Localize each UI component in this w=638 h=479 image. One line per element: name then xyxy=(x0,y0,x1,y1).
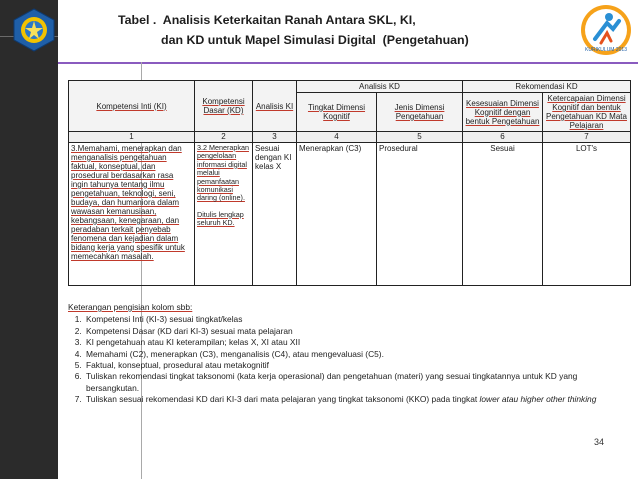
cell-ketercapaian: LOT's xyxy=(543,142,631,285)
header-kd: Kompetensi Dasar (KD) xyxy=(195,81,253,132)
page-number: 34 xyxy=(594,437,605,447)
note-item: 5. Faktual, konseptual, prosedural atau metakognitif xyxy=(84,360,628,371)
cell-kd xyxy=(195,142,253,285)
left-sidebar-bar xyxy=(0,0,58,479)
note-item: 2. Kompetensi Dasar (KD dari KI-3) sesuai mata pelajaran xyxy=(84,326,628,337)
column-number: 6 xyxy=(463,132,543,143)
notes-list xyxy=(68,314,628,405)
header-ki: Kompetensi Inti (KI) xyxy=(69,81,195,132)
note-item: 4. Memahami (C2), menerapkan (C3), menganalisis (C4), atau mengevaluasi (C5). xyxy=(84,349,628,360)
title-line-2: dan KD untuk Mapel Simulasi Digital (Pengetahuan) xyxy=(161,33,469,47)
analysis-table xyxy=(68,80,631,286)
note-item xyxy=(84,394,628,405)
note-item: 6. Tuliskan rekomendasi tingkat taksonomi (kata kerja operasional) dan pengetahuan (materi) yang sesuai tingkatannya untuk KD yang bersangkutan. xyxy=(84,371,628,394)
cell-jenis: Prosedural xyxy=(377,142,463,285)
cell-kd-note: Ditulis lengkap seluruh KD. xyxy=(197,209,244,228)
cell-ki: 3.Memahami, menerapkan dan menganalisis pengetahuan faktual, konseptual, dan prosedural berdasarkan rasa ingin tahunya tentang ilmu pengetahuan, teknologi, seni, budaya, dan humaniora dalam wawasan kemanusiaan, kebangsaan, kenegaraan, dan peradaban terkait penyebab fenomena dan kejadian dalam bidang kerja yang spesifik untuk memecahkan masalah. xyxy=(69,142,195,285)
header-divider xyxy=(58,62,638,64)
header-kesesuaian: Kesesuaian Dimensi Kognitif dengan bentuk Pengetahuan xyxy=(463,93,543,132)
group-header-rekomendasi-kd: Rekomendasi KD xyxy=(463,81,631,93)
note-item-7-text: Tuliskan sesuai rekomendasi KD dari KI-3 dari mata pelajaran yang tingkat taksonomi (KKO) pada tingkat xyxy=(86,394,480,405)
tut-wuri-handayani-logo-icon xyxy=(10,6,58,54)
cell-kesesuaian: Sesuai xyxy=(463,142,543,285)
column-number: 2 xyxy=(195,132,253,143)
slide-title xyxy=(118,10,469,50)
cell-kd-main: 3.2 Menerapkan pengelolaan informasi digital melalui pemanfaatan komunikasi daring (online). xyxy=(197,142,249,203)
title-line-1: Tabel . Analisis Keterkaitan Ranah Antara SKL, KI, xyxy=(118,13,416,27)
column-number: 4 xyxy=(297,132,377,143)
note-item: 3. KI pengetahuan atau KI keterampilan; kelas X, XI atau XII xyxy=(84,337,628,348)
column-number: 5 xyxy=(377,132,463,143)
cell-tingkat: Menerapkan (C3) xyxy=(297,142,377,285)
header-ketercapaian: Ketercapaian Dimensi Kognitif dan bentuk Pengetahuan KD Mata Pelajaran xyxy=(543,93,631,132)
header-jenis-dimensi: Jenis Dimensi Pengetahuan xyxy=(377,93,463,132)
note-item: 1. Kompetensi Inti (KI-3) sesuai tingkat/kelas xyxy=(84,314,628,325)
group-header-analisis-kd: Analisis KD xyxy=(297,81,463,93)
column-number: 3 xyxy=(253,132,297,143)
logo-right-text: KURIKULUM 2013 xyxy=(585,47,627,53)
column-number: 1 xyxy=(69,132,195,143)
cell-analisis-ki: Sesuai dengan KI kelas X xyxy=(253,142,297,285)
header-analisis-ki: Analisis KI xyxy=(253,81,297,132)
notes-heading: Keterangan pengisian kolom sbb: xyxy=(68,302,193,312)
column-number: 7 xyxy=(543,132,631,143)
notes-section xyxy=(68,302,628,406)
header-tingkat-dimensi: Tingkat Dimensi Kognitif xyxy=(297,93,377,132)
kurikulum-2013-logo-icon xyxy=(579,3,633,57)
note-item-7-italic: lower atau higher other thinking xyxy=(479,394,597,405)
